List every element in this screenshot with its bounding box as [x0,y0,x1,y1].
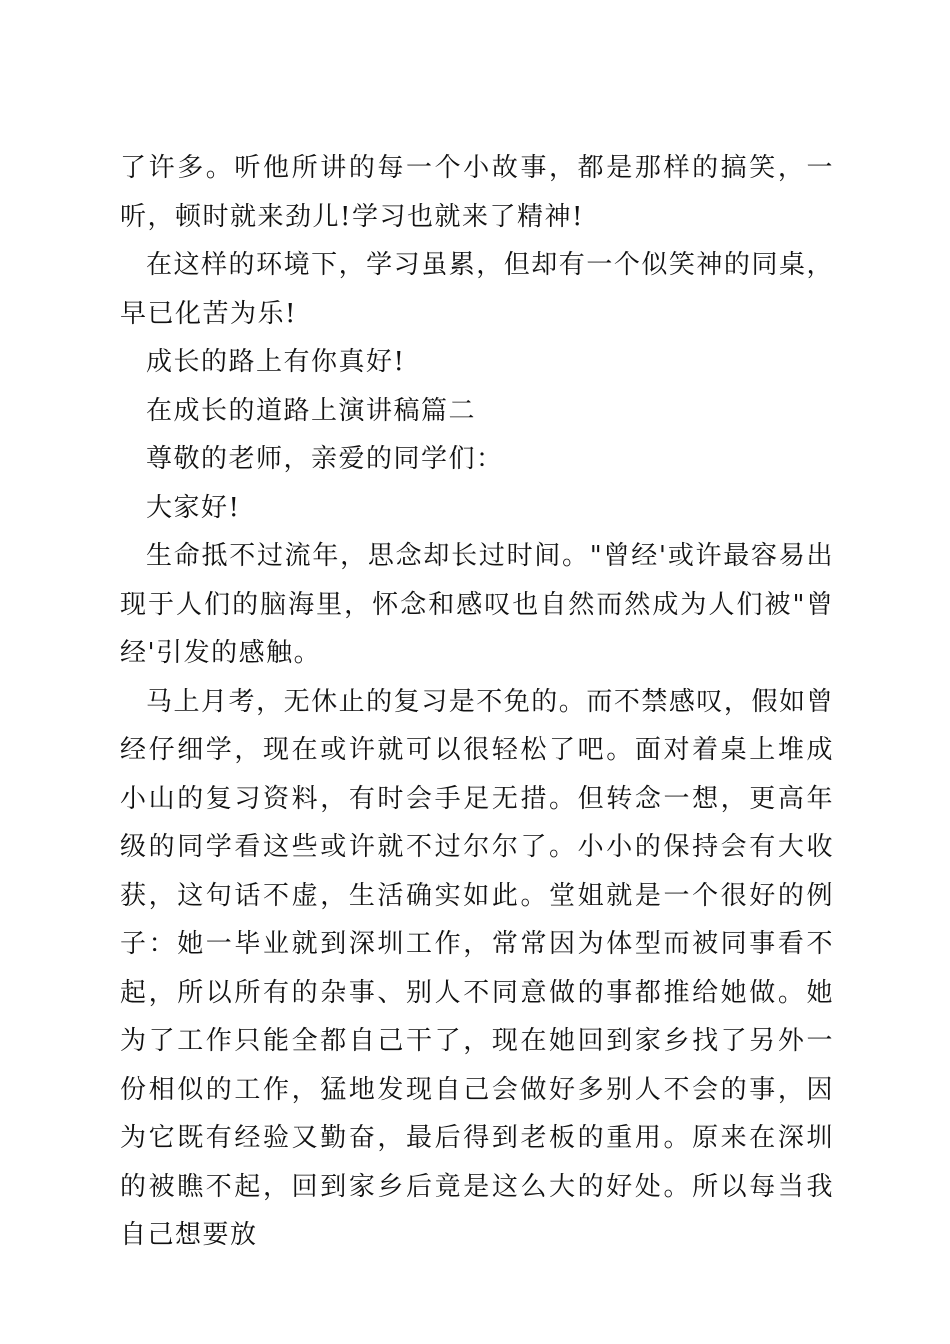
paragraph-continuation: 了许多。听他所讲的每一个小故事，都是那样的搞笑，一听，顿时就来劲儿!学习也就来了精神! [120,153,834,232]
greeting: 大家好! [146,492,241,523]
document-page [120,144,834,1260]
section-heading: 在成长的道路上演讲稿篇二 [146,395,477,426]
paragraph-exam-review: 马上月考，无休止的复习是不免的。而不禁感叹，假如曾经仔细学，现在或许就可以很轻松了吧。面对着桌上堆成小山的复习资料，有时会手足无措。但转念一想，更高年级的同学看这些或许就不过尔尔了。小小的保持会有大收获，这句话不虚，生活确实如此。堂姐就是一个很好的例子：她一毕业就到深圳工作，常常因为体型而被同事看不起，所以所有的杂事、别人不同意做的事都推给她做。她为了工作只能全都自己干了，现在她回到家乡找了另外一份相似的工作，猛地发现自己会做好多别人不会的事，因为它既有经验又勤奋，最后得到老板的重用。原来在深圳的被瞧不起，回到家乡后竟是这么大的好处。所以每当我自己想要放 [120,686,834,1250]
salutation: 尊敬的老师，亲爱的同学们： [146,444,504,474]
paragraph-closing-line: 成长的路上有你真好! [146,347,406,377]
paragraph-desk-mate: 在这样的环境下，学习虽累，但却有一个似笑神的同桌，早已化苦为乐! [120,250,834,329]
paragraph-past: 生命抵不过流年，思念却长过时间。"曾经'或许最容易出现于人们的脑海里，怀念和感叹也自然而然成为人们被"曾经'引发的感触。 [120,541,834,668]
